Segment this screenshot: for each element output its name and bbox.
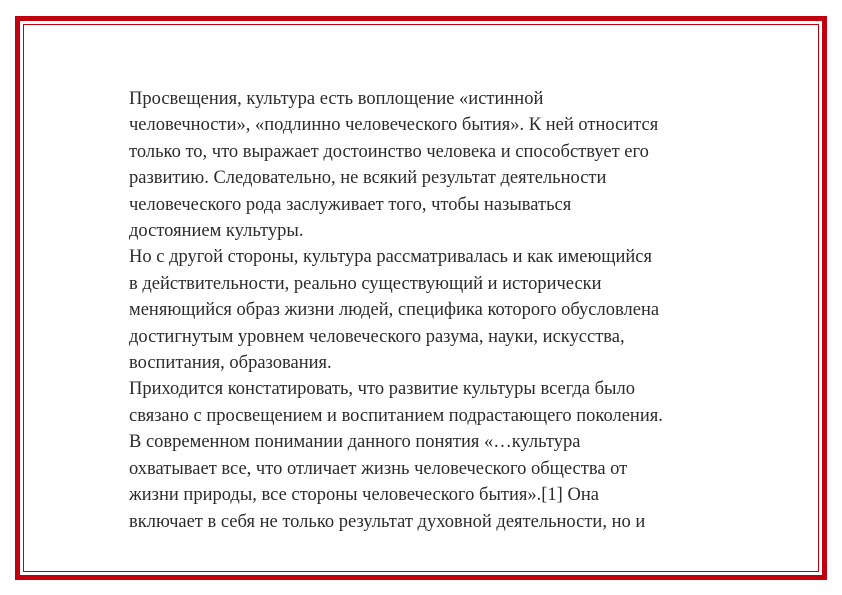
text-line: Но с другой стороны, культура рассматривалась и как имеющийся (129, 247, 653, 268)
text-line: только то, что выражает достоинство человека и способствует его (129, 141, 649, 162)
text-line: воспитания, образования. (129, 353, 332, 374)
text-line: в действительности, реально существующий и исторически (129, 273, 602, 294)
text-line: связано с просвещением и воспитанием подрастающего поколения. (129, 405, 663, 426)
text-line: Приходится констатировать, что развитие культуры всегда было (129, 379, 635, 400)
text-line: достоянием культуры. (129, 221, 304, 242)
text-line: охватывает все, что отличает жизнь человеческого общества от (129, 458, 628, 479)
document-body-text (129, 86, 769, 535)
text-line: человеческого рода заслуживает того, чтобы называться (129, 194, 572, 215)
text-line: В современном понимании данного понятия «…культура (129, 432, 581, 453)
text-line: развитию. Следовательно, не всякий результат деятельности (129, 168, 607, 189)
text-line: жизни природы, все стороны человеческого бытия».[1] Она (129, 485, 599, 506)
text-line: меняющийся образ жизни людей, специфика которого обусловлена (129, 300, 660, 321)
text-line: достигнутым уровнем человеческого разума, науки, искусства, (129, 326, 625, 347)
text-line: включает в себя не только результат духовной деятельности, но и (129, 511, 646, 532)
text-line: человечности», «подлинно человеческого бытия». К ней относится (129, 115, 659, 136)
text-line: Просвещения, культура есть воплощение «истинной (129, 89, 544, 109)
